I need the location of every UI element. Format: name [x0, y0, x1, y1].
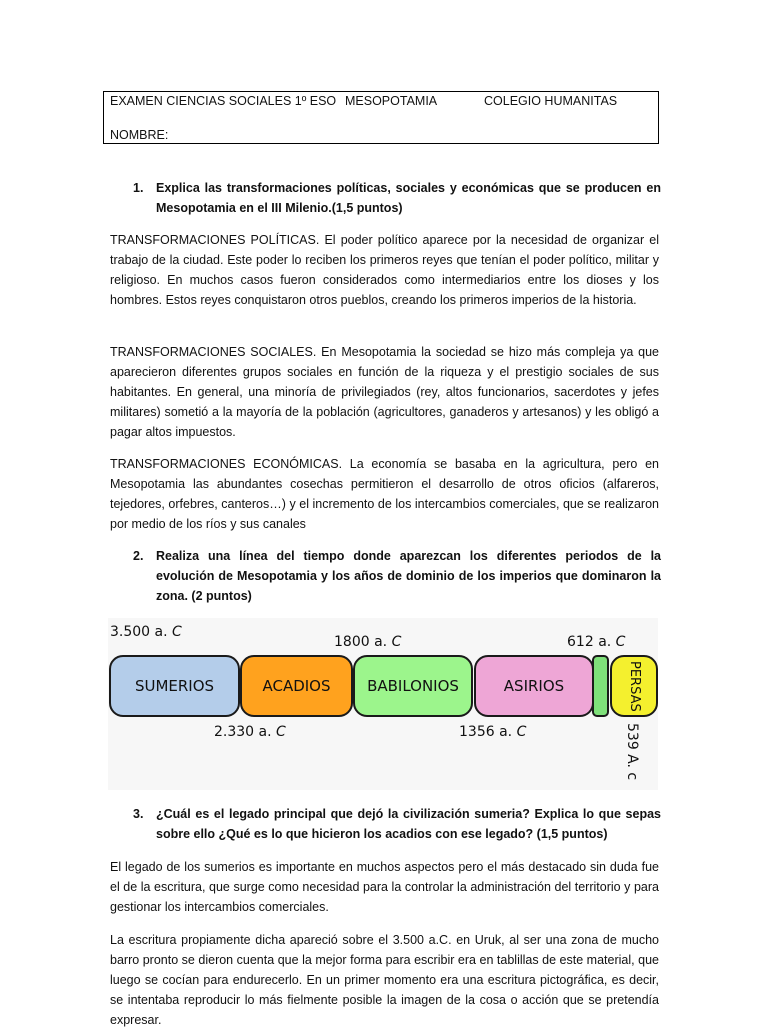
answer-economicas: TRANSFORMACIONES ECONÓMICAS. La economía se basaba en la agricultura, pero en Mesopotamia las abundantes cosechas permitieron el desarrollo de otros oficios (alfareros, tejedores, orfebres, canteros…) y el incremento de los intercambios comerciales, que se realizaron por medio de los ríos y sus canales: [110, 457, 659, 531]
name-label: NOMBRE:: [110, 128, 169, 142]
question-2-text: Realiza una línea del tiempo donde aparezcan los diferentes periodos de la evolución de Mesopotamia y los años de dominio de los imperios que dominaron la zona. (2 puntos): [156, 549, 661, 603]
segment-acadios-label: ACADIOS: [262, 677, 331, 695]
exam-title: EXAMEN CIENCIAS SOCIALES 1º ESO: [110, 94, 337, 108]
question-3-number: 3.: [133, 807, 144, 821]
segment-asirios: [474, 655, 594, 717]
segment-babilonios: [353, 655, 473, 717]
segment-sumerios-label: SUMERIOS: [134, 677, 215, 695]
segment-persas: [610, 655, 658, 717]
question-1-number: 1.: [133, 181, 144, 195]
segment-babilonios-label: BABILONIOS: [367, 677, 459, 695]
question-3-text: ¿Cuál es el legado principal que dejó la civilización sumeria? Explica lo que sepas sobre ello ¿Qué es lo que hicieron los acadios con ese legado? (1,5 puntos): [156, 807, 661, 841]
date-1356: 1356 a. C: [459, 724, 527, 740]
segment-acadios: [240, 655, 353, 717]
question-1-text: Explica las transformaciones políticas, sociales y económicas que se producen en Mesopotamia en el III Milenio.(1,5 puntos): [156, 181, 661, 215]
date-3500: 3.500 a. C: [110, 624, 182, 640]
timeline: [108, 618, 658, 790]
date-2330: 2.330 a. C: [214, 724, 286, 740]
segment-gap: [592, 655, 609, 717]
segment-asirios-label: ASIRIOS: [503, 677, 565, 695]
segment-sumerios: [109, 655, 240, 717]
date-539: 539 A. c: [624, 723, 640, 781]
question-2-number: 2.: [133, 549, 144, 563]
exam-header: [103, 91, 659, 144]
answer-sociales: TRANSFORMACIONES SOCIALES. En Mesopotamia la sociedad se hizo más compleja ya que aparecieron diferentes grupos sociales en función de la riqueza y el prestigio sociales de sus habitantes. En general, una minoría de privilegiados (rey, altos funcionarios, sacerdotes y jefes militares) sometió a la mayoría de la población (agricultores, ganaderos y artesanos) y les obligó a pagar altos impuestos.: [110, 345, 659, 439]
school-name: COLEGIO HUMANITAS: [484, 94, 618, 108]
date-612: 612 a. C: [567, 634, 626, 650]
exam-topic: MESOPOTAMIA: [345, 94, 438, 108]
answer-legado-p2: La escritura propiamente dicha apareció sobre el 3.500 a.C. en Uruk, al ser una zona de mucho barro pronto se dieron cuenta que la mejor forma para escribir era en tablillas de este material, que luego se cocían para endurecerlo. En un primer momento era una escritura pictográfica, es decir, se intentaba reproducir lo más fielmente posible la imagen de la cosa o acción que se pretendía expresar.: [110, 933, 659, 1027]
answer-politicas: TRANSFORMACIONES POLÍTICAS. El poder político aparece por la necesidad de organizar el trabajo de la ciudad. Este poder lo reciben los primeros reyes que tenían el poder político, militar y religioso. En muchos casos fueron considerados como intermediarios entre los dioses y los hombres. Estos reyes conquistaron otros pueblos, creando los primeros imperios de la historia.: [110, 233, 659, 307]
answer-legado-p1: El legado de los sumerios es importante en muchos aspectos pero el más destacado sin duda fue el de la escritura, que surge como necesidad para la controlar la administración del territorio y para gestionar los intercambios comerciales.: [110, 860, 659, 914]
date-1800: 1800 a. C: [334, 634, 402, 650]
segment-persas-label: PERSAS: [627, 661, 642, 712]
